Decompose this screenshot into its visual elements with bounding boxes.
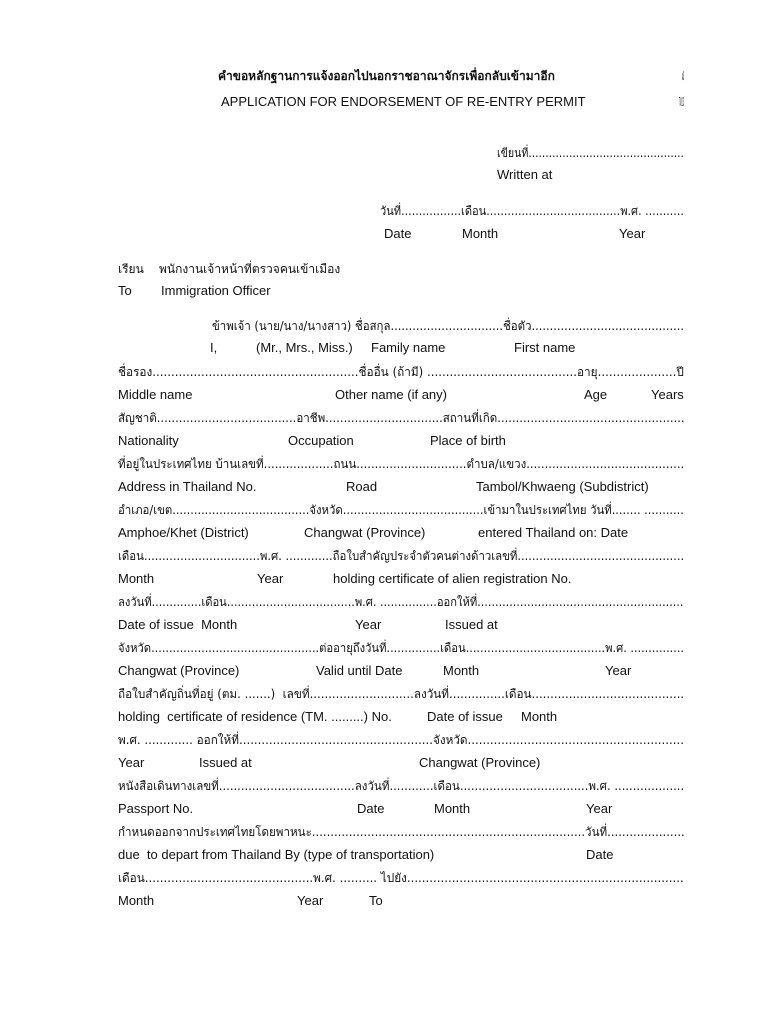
destination-field[interactable]: เดือน.............................................พ.ศ. .......... ไปยัง.......................................................................... (118, 871, 684, 885)
field-label: Month (434, 801, 471, 816)
field-label: Year (355, 617, 382, 632)
field-label: Changwat (Province) (304, 525, 426, 540)
field-label: Month (118, 893, 155, 908)
salutation-to-english: To (118, 283, 132, 298)
field-label: Age (584, 387, 608, 402)
field-label: Middle name (118, 387, 193, 402)
month-label: Month (462, 226, 499, 241)
field-label: Amphoe/Khet (District) (118, 525, 249, 540)
field-label: Year (118, 755, 145, 770)
field-label: Year (257, 571, 284, 586)
date-label: Date (384, 226, 412, 241)
residence-certificate-field[interactable]: ถือใบสำคัญถิ่นที่อยู่ (ตม. .......) เลขที่............................ลงวันที่...............เดือน......................................... (118, 687, 685, 701)
field-label: Date of issue Month (118, 617, 238, 632)
field-label: Place of birth (430, 433, 506, 448)
applicant-name-field[interactable]: ข้าพเจ้า (นาย/นาง/นางสาว) ชื่อสกุล...............................ชื่อตัว.......................................... (212, 319, 685, 333)
field-label: holding certificate of residence (TM. .........) No. (118, 709, 392, 724)
field-label: Year (605, 663, 632, 678)
field-label: Address in Thailand No. (118, 479, 257, 494)
field-label: Month (118, 571, 155, 586)
field-label: Other name (if any) (335, 387, 447, 402)
field-label: Changwat (Province) (118, 663, 240, 678)
form-code-thai: ตม.13 (682, 69, 684, 83)
form-code-english: TM.13 (679, 94, 684, 109)
field-label: To (369, 893, 383, 908)
field-label: Issued at (199, 755, 252, 770)
nationality-field[interactable]: สัญชาติ......................................อาชีพ................................สถานที่เกิด................................................... (118, 411, 685, 425)
title-thai: คำขอหลักฐานการแจ้งออกไปนอกราชอาณาจักรเพื่อกลับเข้ามาอีก (218, 69, 555, 83)
field-label: Changwat (Province) (419, 755, 541, 770)
field-label: I, (210, 340, 218, 355)
salutation-officer-english: Immigration Officer (161, 283, 271, 298)
residence-issued-at-field[interactable]: พ.ศ. ............. ออกให้ที่....................................................จังหวัด.......................................................... (118, 733, 684, 747)
district-field[interactable]: อำเภอ/เขต......................................จังหวัด.......................................เข้ามาในประเทศไทย วันที่........ ........... (118, 503, 684, 517)
salutation-officer-thai: พนักงานเจ้าหน้าที่ตรวจคนเข้าเมือง (159, 262, 341, 276)
alien-registration-field[interactable]: เดือน................................พ.ศ. .............ถือใบสำคัญประจำตัวคนต่างด้าวเลขที่.............................................. (118, 549, 685, 563)
field-label: First name (514, 340, 576, 355)
field-label: Tambol/Khwaeng (Subdistrict) (476, 479, 649, 494)
field-label: Nationality (118, 433, 179, 448)
field-label: holding certificate of alien registration No. (333, 571, 572, 586)
field-label: Road (346, 479, 378, 494)
field-label: Month (521, 709, 558, 724)
field-label: (Mr., Mrs., Miss.) (256, 340, 353, 355)
issue-date-field[interactable]: ลงวันที่..............เดือน....................................พ.ศ. ................ออกให้ที่.......................................................... (118, 595, 684, 609)
departure-transport-field[interactable]: กำหนดออกจากประเทศไทยโดยพาหนะ..........................................................................วันที่..................... (118, 825, 685, 839)
field-label: Valid until Date (316, 663, 403, 678)
field-label: Year (586, 801, 613, 816)
written-at-field[interactable]: เขียนที่.............................................. (497, 146, 684, 160)
written-at-label: Written at (497, 167, 553, 182)
field-label: Family name (371, 340, 446, 355)
passport-field[interactable]: หนังสือเดินทางเลขที่.....................................ลงวันที่............เดือน...................................พ.ศ. ................... (118, 779, 685, 793)
valid-until-field[interactable]: จังหวัด...............................................ต่ออายุถึงวันที่...............เดือน.......................................พ.ศ. ............... (118, 641, 684, 655)
title-english: APPLICATION FOR ENDORSEMENT OF RE-ENTRY PERMIT (221, 94, 586, 109)
field-label: entered Thailand on: Date (478, 525, 629, 540)
date-field[interactable]: วันที่.................เดือน......................................พ.ศ. ........... (380, 204, 684, 218)
field-label: Date (357, 801, 385, 816)
field-label: Years (651, 387, 684, 402)
field-label: Date (586, 847, 614, 862)
middle-name-field[interactable]: ชื่อรอง.......................................................ชื่ออื่น (ถ้ามี) ........................................อายุ.....................ปี (118, 365, 684, 379)
field-label: Issued at (445, 617, 498, 632)
field-label: Occupation (288, 433, 354, 448)
year-label: Year (619, 226, 646, 241)
field-label: Year (297, 893, 324, 908)
field-label: Month (443, 663, 480, 678)
field-label: due to depart from Thailand By (type of transportation) (118, 847, 435, 862)
field-label: Passport No. (118, 801, 194, 816)
salutation-to-thai: เรียน (118, 262, 144, 276)
field-label: Date of issue (427, 709, 503, 724)
address-field[interactable]: ที่อยู่ในประเทศไทย บ้านเลขที่...................ถนน..............................ตำบล/แขวง........................................... (118, 457, 685, 471)
